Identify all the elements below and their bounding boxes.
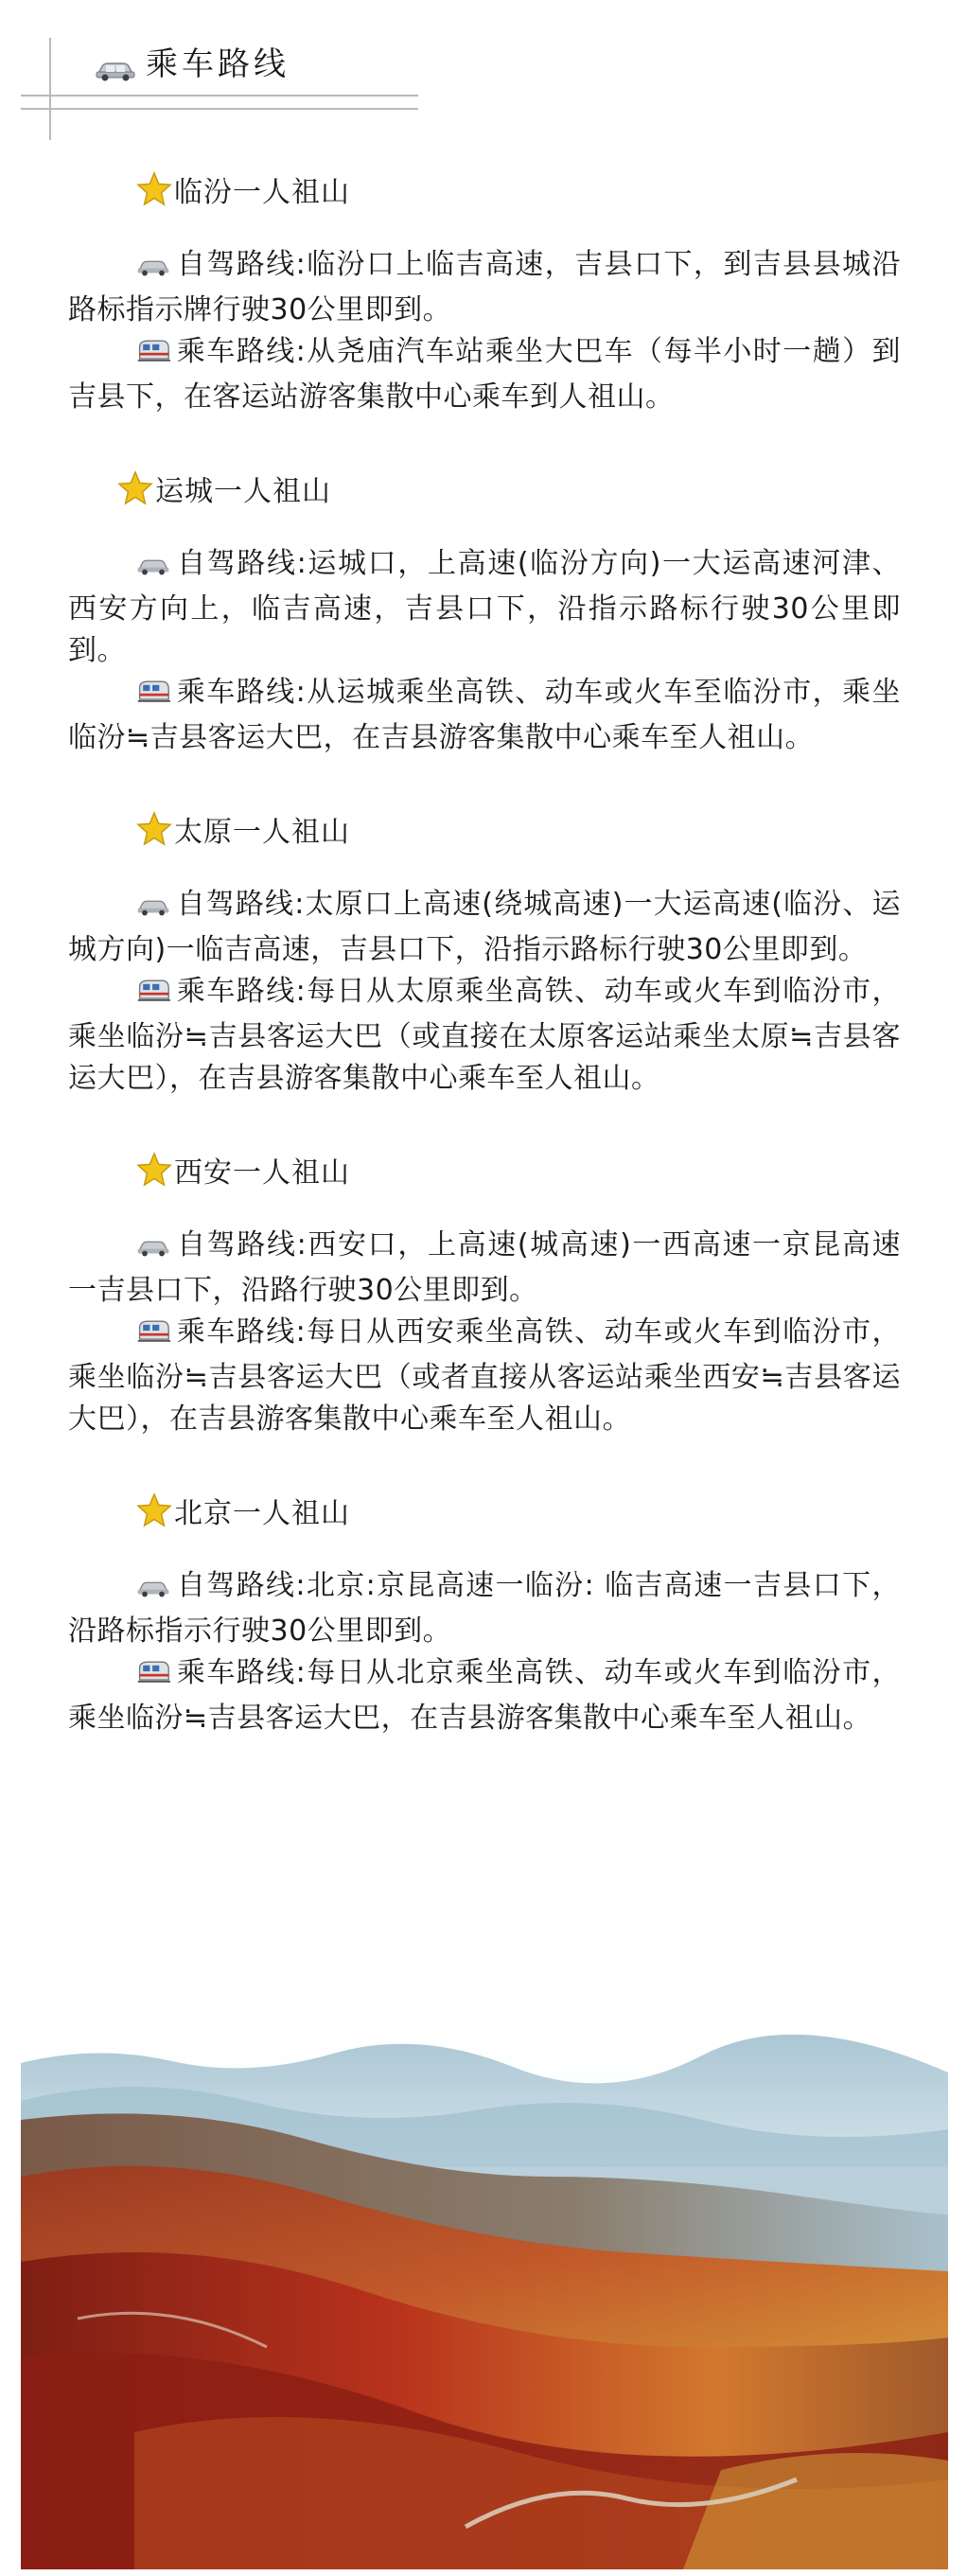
bus-label: 乘车路线: <box>176 1315 307 1349</box>
section-heading <box>136 1141 901 1198</box>
bus-route <box>68 672 901 759</box>
mountain-landscape-photo <box>21 2035 948 2569</box>
header-rule-bottom <box>21 108 418 110</box>
bus-label: 乘车路线: <box>176 1656 307 1689</box>
route-section <box>68 161 901 418</box>
route-section <box>68 801 901 1100</box>
bus-route <box>68 1652 901 1739</box>
drive-text: 太原口上高速(绕城高速)一大运高速(临汾、运城方向)一临吉高速，吉县口下，沿指示路标行驶30公里即到。 <box>68 888 901 966</box>
train-icon <box>136 1656 170 1698</box>
section-title: 临汾一人祖山 <box>174 176 350 209</box>
route-section <box>68 1482 901 1739</box>
car-icon <box>95 59 136 85</box>
car-icon <box>136 1228 170 1270</box>
bus-text: 每日从西安乘坐高铁、动车或火车到临汾市，乘坐临汾≒吉县客运大巴（或者直接从客运站乘坐西安≒吉县客运大巴），在吉县游客集散中心乘车至人祖山。 <box>68 1315 902 1436</box>
train-icon <box>136 676 170 717</box>
car-icon <box>136 547 170 589</box>
route-section <box>68 460 901 759</box>
star-icon <box>136 1152 172 1188</box>
route-section <box>68 1141 901 1440</box>
page-title: 乘车路线 <box>146 45 290 83</box>
drive-route <box>68 1225 901 1312</box>
page-header <box>0 0 435 151</box>
bus-text: 每日从北京乘坐高铁、动车或火车到临汾市，乘坐临汾≒吉县客运大巴，在吉县游客集散中心乘车至人祖山。 <box>68 1656 902 1735</box>
drive-label: 自驾路线: <box>176 1228 308 1262</box>
drive-label: 自驾路线: <box>176 248 307 281</box>
bus-label: 乘车路线: <box>176 335 307 368</box>
drive-text: 西安口，上高速(城高速)一西高速一京昆高速一吉县口下，沿路行驶30公里即到。 <box>68 1228 901 1307</box>
section-title: 北京一人祖山 <box>174 1497 350 1530</box>
car-icon <box>136 888 170 929</box>
section-title: 太原一人祖山 <box>174 816 350 849</box>
star-icon <box>136 1492 172 1528</box>
drive-label: 自驾路线: <box>176 888 305 921</box>
drive-text: 北京:京昆高速一临汾: 临吉高速一吉县口下，沿路标指示行驶30公里即到。 <box>68 1569 901 1648</box>
section-heading <box>136 161 901 218</box>
star-icon <box>136 171 172 207</box>
train-icon <box>136 335 170 377</box>
bus-label: 乘车路线: <box>176 676 307 709</box>
drive-route <box>68 543 901 672</box>
train-icon <box>136 975 170 1016</box>
section-title: 西安一人祖山 <box>174 1156 350 1190</box>
section-heading <box>136 1482 901 1539</box>
bus-route <box>68 1312 901 1440</box>
bus-route <box>68 971 901 1100</box>
bus-text: 从尧庙汽车站乘坐大巴车（每半小时一趟）到吉县下，在客运站游客集散中心乘车到人祖山。 <box>68 335 902 414</box>
star-icon <box>117 470 153 506</box>
bus-text: 从运城乘坐高铁、动车或火车至临汾市，乘坐临汾≒吉县客运大巴，在吉县游客集散中心乘车至人祖山。 <box>68 676 902 754</box>
car-icon <box>136 1569 170 1611</box>
drive-text: 临汾口上临吉高速，吉县口下，到吉县县城沿路标指示牌行驶30公里即到。 <box>68 248 902 326</box>
route-content <box>68 161 901 1781</box>
bus-label: 乘车路线: <box>176 975 307 1008</box>
section-heading <box>117 460 901 517</box>
header-rule-top <box>21 95 418 97</box>
drive-route <box>68 884 901 971</box>
section-title: 运城一人祖山 <box>155 475 331 508</box>
train-icon <box>136 1315 170 1357</box>
drive-label: 自驾路线: <box>176 547 308 580</box>
star-icon <box>136 811 172 847</box>
drive-label: 自驾路线: <box>176 1569 306 1602</box>
header-vertical-rule <box>49 38 51 140</box>
section-heading <box>136 801 901 857</box>
drive-route <box>68 244 901 331</box>
car-icon <box>136 248 170 290</box>
bus-text: 每日从太原乘坐高铁、动车或火车到临汾市，乘坐临汾≒吉县客运大巴（或直接在太原客运站乘坐太原≒吉县客运大巴），在吉县游客集散中心乘车至人祖山。 <box>68 975 902 1095</box>
drive-route <box>68 1565 901 1652</box>
bus-route <box>68 331 901 418</box>
drive-text: 运城口，上高速(临汾方向)一大运高速河津、西安方向上，临吉高速，吉县口下，沿指示路标行驶30公里即到。 <box>68 547 901 667</box>
